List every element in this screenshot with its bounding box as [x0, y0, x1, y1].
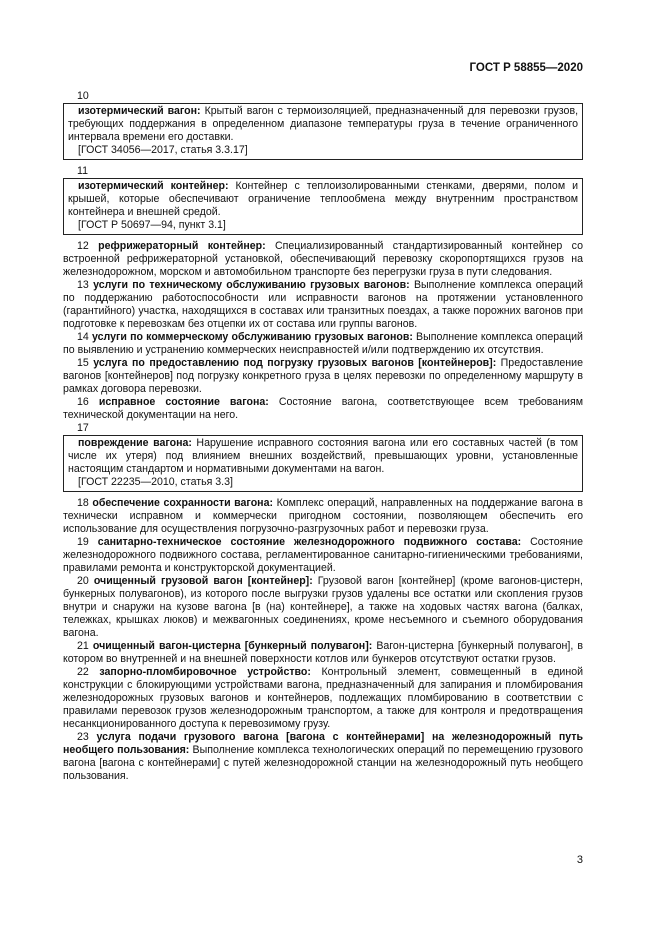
- term-number: 14: [77, 331, 89, 343]
- term-number: 18: [77, 497, 89, 509]
- term-number: 15: [77, 357, 89, 369]
- term-text: Выполнение комплекса операций по выявлению и устранению коммерческих неисправностей и/или подтверждению их отсутствия.: [63, 331, 583, 356]
- term-number: 11: [77, 165, 88, 177]
- term-entry: [63, 640, 583, 666]
- term-reference: [ГОСТ 34056—2017, статья 3.3.17]: [78, 144, 248, 156]
- term-title: услуги по коммерческому обслуживанию грузовых вагонов:: [92, 331, 413, 343]
- term-entry: [63, 575, 583, 640]
- term-reference: [ГОСТ Р 50697—94, пункт 3.1]: [78, 219, 226, 231]
- term-entry: [63, 536, 583, 575]
- term-text: Выполнение комплекса технологических операций по перемещению грузового вагона [вагона с контейнерами] с путей железнодорожной станции на железнодорожный путь необщего пользования.: [63, 744, 583, 782]
- term-entry: [63, 357, 583, 396]
- term-entry: [63, 396, 583, 422]
- term-text: Выполнение комплекса операций по поддержанию работоспособности или исправности вагонов на протяжении установленного (гарантийного) участка, находящихся в составах или транзитных поездах, а также порожних вагонов при подготовке к перевозкам без отцепки их от состава или группы вагонов.: [63, 279, 584, 330]
- term-number: 10: [77, 90, 89, 102]
- boxed-term: [63, 103, 583, 160]
- term-entry: [63, 666, 583, 731]
- term-number: 19: [77, 536, 89, 548]
- term-title: изотермический вагон:: [78, 105, 201, 117]
- term-text: Специализированный стандартизированный контейнер со встроенной рефрижераторной установкой, обеспечивающий перевозку скоропортящихся грузов на железнодорожном, морском и автомобильном транспорте без перегрузки груза в пути следования.: [63, 240, 583, 278]
- term-title: обеспечение сохранности вагона:: [92, 497, 273, 509]
- term-title: повреждение вагона:: [78, 437, 192, 449]
- term-text: Предоставление вагонов [контейнеров] под погрузку конкретного груза в целях перевозки по определенному маршруту в рамках договора перевозки.: [63, 357, 583, 395]
- term-number: 20: [77, 575, 89, 587]
- page-number: 3: [576, 854, 583, 866]
- term-title: услуга подачи грузового вагона [вагона с контейнерами] на железнодорожный путь необщего пользования:: [63, 731, 583, 756]
- term-text: Нарушение исправного состояния вагона или его составных частей (в том числе их утеря) под влиянием внешних воздействий, превышающих уровни, установленные настоящим стандартом и нормативными документами на вагон.: [68, 437, 578, 475]
- term-title: исправное состояние вагона:: [98, 396, 269, 408]
- term-number: 21: [77, 640, 89, 652]
- term-number: 17: [77, 422, 89, 434]
- term-entry: [63, 240, 583, 279]
- term-entry: [63, 279, 583, 331]
- term-number: 16: [77, 396, 89, 408]
- document-body: [63, 90, 583, 783]
- term-text: Состояние железнодорожного подвижного состава, регламентированное санитарно-гигиеническими требованиями, правилами ремонта и конструкторской документацией.: [63, 536, 583, 574]
- term-reference: [ГОСТ 22235—2010, статья 3.3]: [78, 476, 233, 488]
- term-title: очищенный грузовой вагон [контейнер]:: [93, 575, 313, 587]
- boxed-term: [63, 435, 583, 492]
- term-title: услуги по техническому обслуживанию грузовых вагонов:: [93, 279, 410, 291]
- term-entry: [63, 731, 583, 783]
- term-title: услуга по предоставлению под погрузку грузовых вагонов [контейнеров]:: [93, 357, 497, 369]
- term-entry: [63, 331, 583, 357]
- term-text: Контрольный элемент, совмещенный в единой конструкции с блокирующими устройствами вагона, предназначенный для запирания и пломбирования железнодорожных грузовых вагонов и контейнеров, подлежащих пломбированию в соответствии с правилами перевозок грузов железнодорожным транспортом, а также для контроля и предотвращения несанкционированного доступа к перевозимому грузу.: [63, 666, 583, 730]
- term-text: Крытый вагон с термоизоляцией, предназначенный для перевозки грузов, требующих поддержания в определенном диапазоне температуры груза в течение ограниченного интервала времени его доставки.: [68, 105, 579, 143]
- term-title: запорно-пломбировочное устройство:: [99, 666, 311, 678]
- term-number: 22: [77, 666, 89, 678]
- term-text: Грузовой вагон [контейнер] (кроме вагонов-цистерн, бункерных полувагонов), из которого после выгрузки грузов удалены все остатки или скопления грузов внутри и снаружи на кузове вагона [в (на) контейнере], а также на ходовых частях вагона (балках, тележках, крышках люков) и межвагонных соединениях, кроме несъемного и съемного оборудования вагона.: [63, 575, 583, 639]
- term-number: 23: [77, 731, 89, 743]
- term-definition: [68, 105, 578, 144]
- term-title: очищенный вагон-цистерна [бункерный полувагон]:: [92, 640, 373, 652]
- term-number: 13: [77, 279, 89, 291]
- term-text: Состояние вагона, соответствующее всем требованиям технической документации на него.: [63, 396, 583, 421]
- term-text: Комплекс операций, направленных на поддержание вагона в технически исправном и коммерчески пригодном состоянии, позволяющем обеспечить его использование для осуществления погрузочно-разгрузочных работ и перевозки груза.: [63, 497, 583, 535]
- term-entry: [63, 497, 583, 536]
- term-number: 12: [77, 240, 89, 252]
- document-header: ГОСТ Р 58855—2020: [469, 62, 583, 74]
- boxed-term: [63, 178, 583, 235]
- term-text: Контейнер с теплоизолированными стенками, дверями, полом и крышей, которые обеспечивают ограничение теплообмена между внутренним пространством контейнера и внешней средой.: [68, 180, 578, 218]
- term-title: рефрижераторный контейнер:: [98, 240, 266, 252]
- term-title: санитарно-техническое состояние железнодорожного подвижного состава:: [97, 536, 522, 548]
- term-definition: [68, 437, 578, 476]
- term-text: Вагон-цистерна [бункерный полувагон], в котором во внутренней и на внешней поверхности котлов или бункеров отсутствуют остатки грузов.: [63, 640, 583, 665]
- term-title: изотермический контейнер:: [78, 180, 229, 192]
- term-definition: [68, 180, 578, 219]
